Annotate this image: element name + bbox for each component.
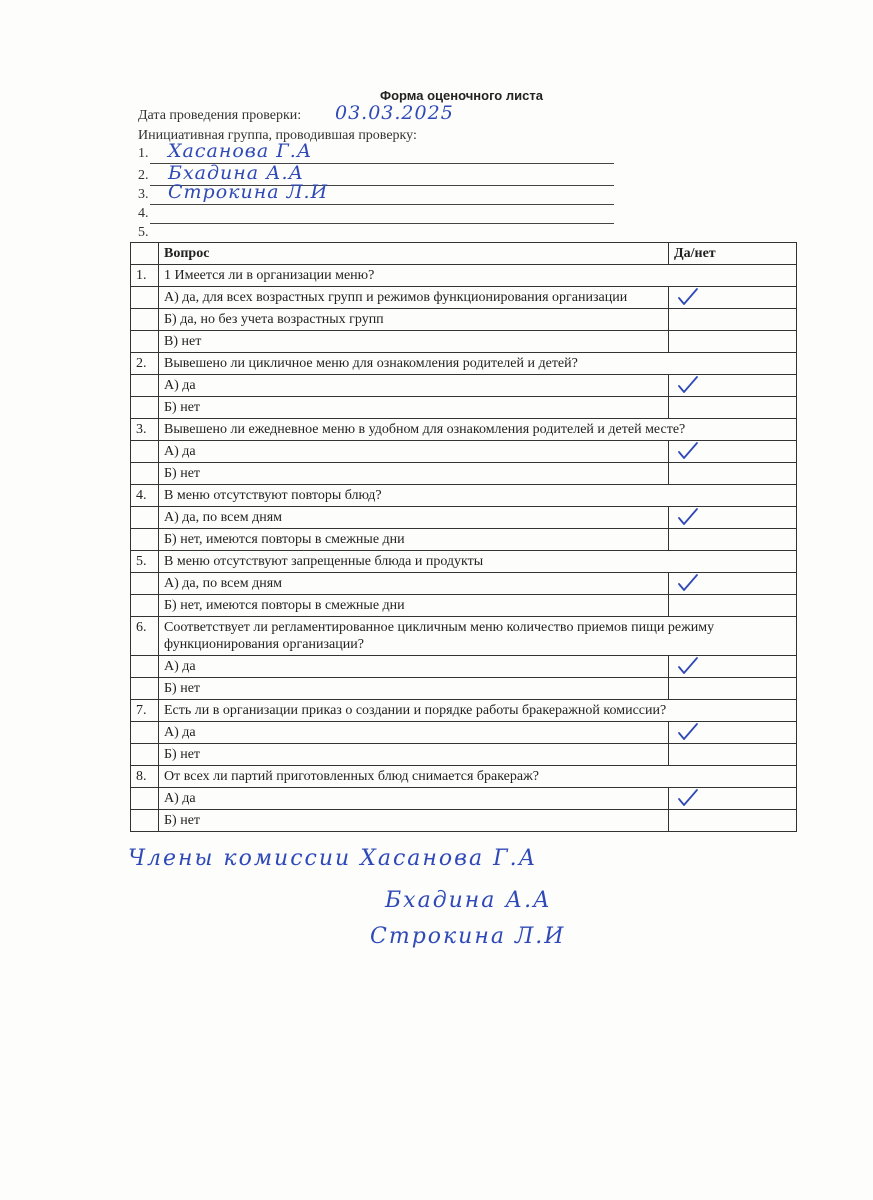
- question-number: 8.: [131, 766, 159, 788]
- date-row: [138, 108, 301, 124]
- answer-text: Б) нет: [159, 810, 669, 832]
- answer-mark-cell: [669, 507, 797, 529]
- answer-num-cell: [131, 397, 159, 419]
- answer-num-cell: [131, 573, 159, 595]
- question-row: [131, 551, 797, 573]
- question-number: 1.: [131, 265, 159, 287]
- answer-mark-cell: [669, 744, 797, 766]
- question-row: [131, 265, 797, 287]
- answer-mark-cell: [669, 573, 797, 595]
- member-name: Бхадина А.А: [168, 162, 304, 184]
- answer-num-cell: [131, 309, 159, 331]
- answer-row: [131, 507, 797, 529]
- check-mark-icon: [669, 287, 796, 307]
- answer-text: А) да, для всех возрастных групп и режимов функционирования организации: [159, 287, 669, 309]
- answer-text: А) да: [159, 441, 669, 463]
- question-number: 7.: [131, 700, 159, 722]
- member-number: 5.: [138, 225, 149, 240]
- answer-mark-cell: [669, 529, 797, 551]
- answer-num-cell: [131, 744, 159, 766]
- question-number: 3.: [131, 419, 159, 441]
- member-name: Строкина Л.И: [168, 181, 329, 203]
- answer-text: Б) да, но без учета возрастных групп: [159, 309, 669, 331]
- answer-num-cell: [131, 678, 159, 700]
- signature-line-2: Бхадина А.А: [385, 888, 552, 913]
- answer-row: [131, 397, 797, 419]
- answer-row: [131, 595, 797, 617]
- question-row: [131, 617, 797, 656]
- answer-row: [131, 309, 797, 331]
- answer-mark-cell: [669, 656, 797, 678]
- answer-row: [131, 678, 797, 700]
- assessment-table: [130, 242, 797, 832]
- answer-row: [131, 529, 797, 551]
- check-mark-icon: [669, 573, 796, 593]
- signature-line-1: Члены комиссии Хасанова Г.А: [128, 846, 538, 871]
- member-underline: [150, 223, 614, 224]
- table-body: [131, 265, 797, 832]
- answer-row: [131, 744, 797, 766]
- group-label: Инициативная группа, проводившая проверку:: [138, 128, 417, 143]
- answer-num-cell: [131, 375, 159, 397]
- date-value: 03.03.2025: [335, 102, 454, 124]
- answer-mark-cell: [669, 810, 797, 832]
- answer-num-cell: [131, 529, 159, 551]
- answer-row: [131, 441, 797, 463]
- answer-text: А) да, по всем дням: [159, 573, 669, 595]
- question-row: [131, 766, 797, 788]
- question-text: В меню отсутствуют повторы блюд?: [159, 485, 797, 507]
- answer-row: [131, 788, 797, 810]
- answer-mark-cell: [669, 678, 797, 700]
- member-underline: [150, 204, 614, 205]
- question-text: Соответствует ли регламентированное цикличным меню количество приемов пищи режиму функционирования организации?: [159, 617, 797, 656]
- question-number: 4.: [131, 485, 159, 507]
- table-header: [131, 243, 797, 265]
- answer-num-cell: [131, 722, 159, 744]
- header-answer: Да/нет: [669, 243, 797, 265]
- answer-mark-cell: [669, 595, 797, 617]
- answer-num-cell: [131, 788, 159, 810]
- check-mark-icon: [669, 656, 796, 676]
- answer-num-cell: [131, 463, 159, 485]
- question-number: 2.: [131, 353, 159, 375]
- answer-text: А) да: [159, 375, 669, 397]
- member-number: 4.: [138, 206, 149, 221]
- answer-num-cell: [131, 287, 159, 309]
- answer-row: [131, 810, 797, 832]
- answer-mark-cell: [669, 722, 797, 744]
- check-mark-icon: [669, 788, 796, 808]
- answer-num-cell: [131, 810, 159, 832]
- answer-num-cell: [131, 656, 159, 678]
- member-row: [138, 225, 614, 243]
- answer-text: Б) нет, имеются повторы в смежные дни: [159, 595, 669, 617]
- answer-row: [131, 722, 797, 744]
- answer-text: Б) нет: [159, 397, 669, 419]
- answer-text: Б) нет, имеются повторы в смежные дни: [159, 529, 669, 551]
- member-number: 1.: [138, 146, 149, 161]
- question-text: В меню отсутствуют запрещенные блюда и продукты: [159, 551, 797, 573]
- answer-num-cell: [131, 595, 159, 617]
- header-question: Вопрос: [159, 243, 669, 265]
- answer-text: Б) нет: [159, 678, 669, 700]
- answer-mark-cell: [669, 463, 797, 485]
- answer-num-cell: [131, 441, 159, 463]
- answer-row: [131, 331, 797, 353]
- question-text: Есть ли в организации приказ о создании и порядке работы бракеражной комиссии?: [159, 700, 797, 722]
- question-number: 6.: [131, 617, 159, 656]
- answer-row: [131, 463, 797, 485]
- question-row: [131, 419, 797, 441]
- member-number: 2.: [138, 168, 149, 183]
- answer-num-cell: [131, 331, 159, 353]
- question-text: 1 Имеется ли в организации меню?: [159, 265, 797, 287]
- answer-text: А) да: [159, 722, 669, 744]
- answer-row: [131, 375, 797, 397]
- answer-mark-cell: [669, 309, 797, 331]
- check-mark-icon: [669, 722, 796, 742]
- answer-mark-cell: [669, 788, 797, 810]
- form-title: Форма оценочного листа: [380, 88, 543, 103]
- answer-mark-cell: [669, 375, 797, 397]
- answer-mark-cell: [669, 441, 797, 463]
- question-text: Вывешено ли цикличное меню для ознакомления родителей и детей?: [159, 353, 797, 375]
- signature-line-3: Строкина Л.И: [370, 924, 566, 949]
- answer-row: [131, 656, 797, 678]
- answer-row: [131, 573, 797, 595]
- answer-text: А) да: [159, 788, 669, 810]
- answer-text: А) да: [159, 656, 669, 678]
- answer-row: [131, 287, 797, 309]
- answer-num-cell: [131, 507, 159, 529]
- question-row: [131, 485, 797, 507]
- answer-text: Б) нет: [159, 744, 669, 766]
- answer-text: В) нет: [159, 331, 669, 353]
- answer-mark-cell: [669, 331, 797, 353]
- member-number: 3.: [138, 187, 149, 202]
- header-num: [131, 243, 159, 265]
- check-mark-icon: [669, 375, 796, 395]
- member-name: Хасанова Г.А: [168, 140, 313, 162]
- member-row: [138, 181, 614, 205]
- answer-mark-cell: [669, 287, 797, 309]
- question-row: [131, 353, 797, 375]
- member-row: [138, 206, 614, 224]
- date-label: Дата проведения проверки:: [138, 108, 302, 123]
- question-row: [131, 700, 797, 722]
- check-mark-icon: [669, 507, 796, 527]
- answer-text: А) да, по всем дням: [159, 507, 669, 529]
- check-mark-icon: [669, 441, 796, 461]
- answer-text: Б) нет: [159, 463, 669, 485]
- question-text: От всех ли партий приготовленных блюд снимается бракераж?: [159, 766, 797, 788]
- question-number: 5.: [131, 551, 159, 573]
- question-text: Вывешено ли ежедневное меню в удобном для ознакомления родителей и детей месте?: [159, 419, 797, 441]
- answer-mark-cell: [669, 397, 797, 419]
